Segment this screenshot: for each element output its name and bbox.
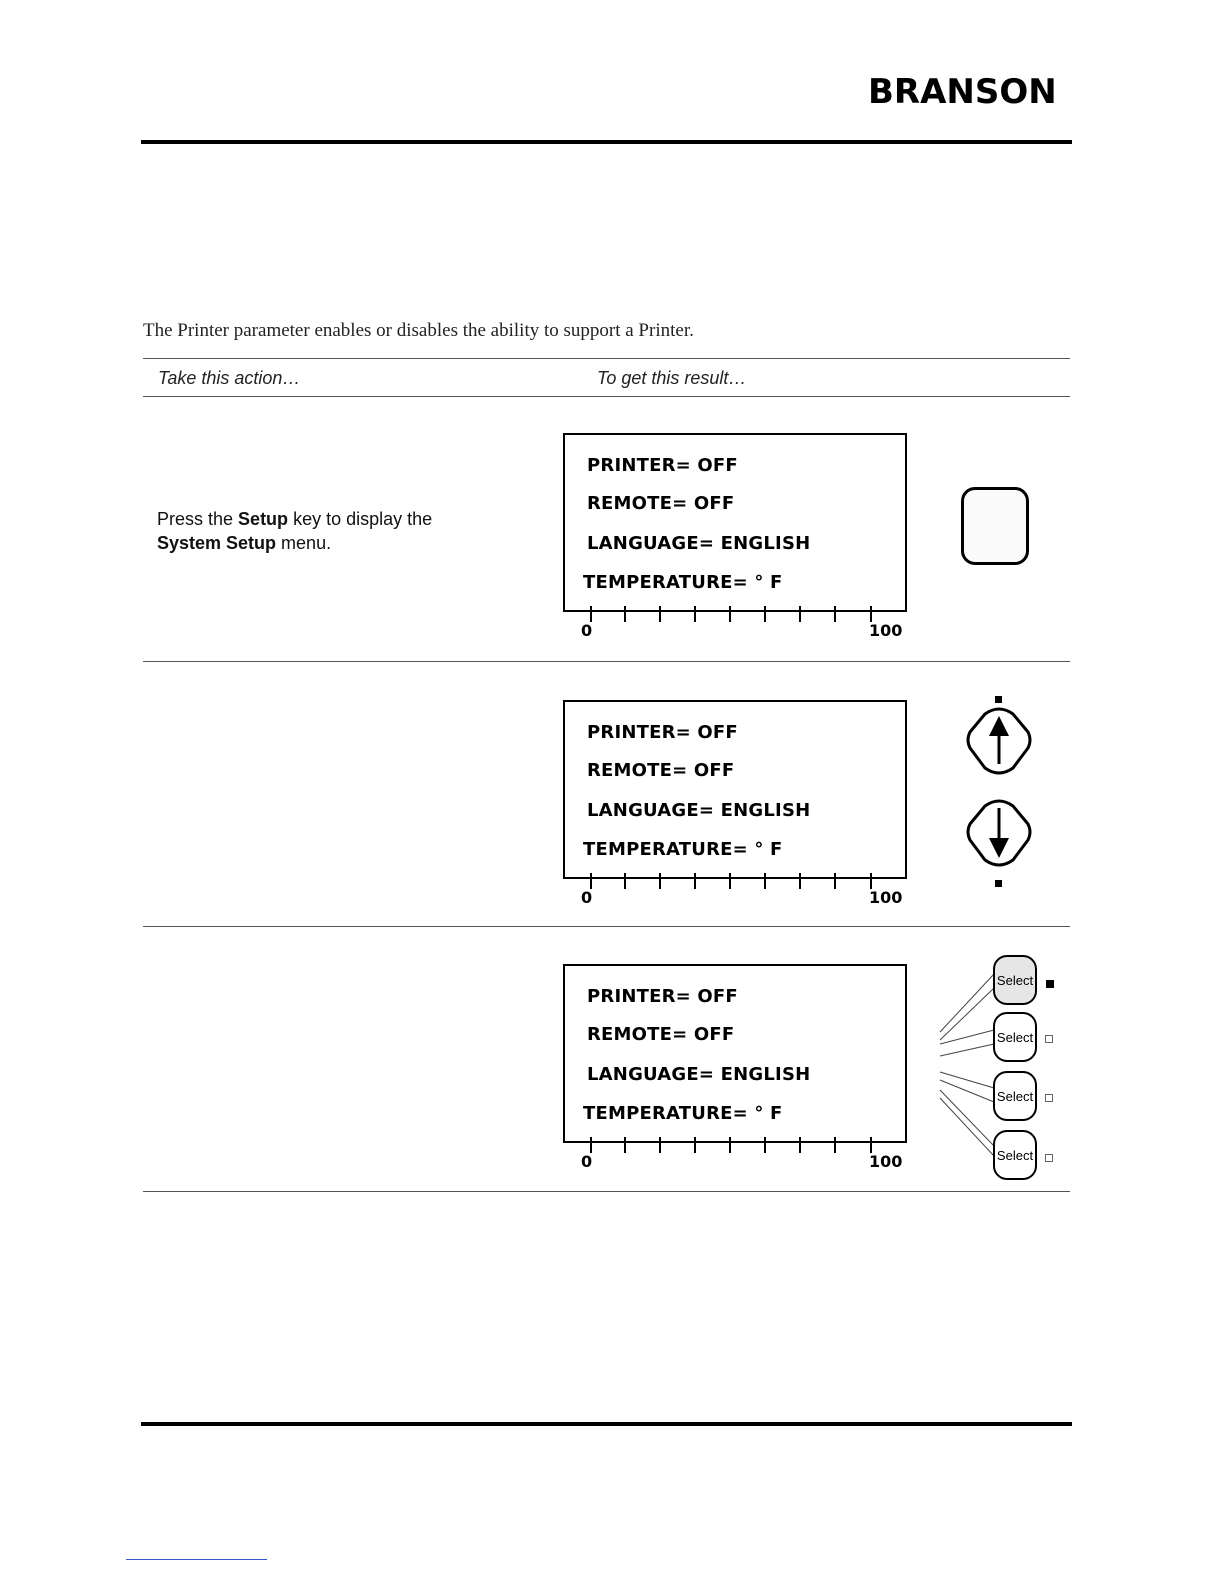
select-indicator-1: [1046, 980, 1054, 988]
arrow-keys: [960, 692, 1040, 892]
lcd-line-printer: PRINTER= OFF: [587, 986, 738, 1007]
scale-min-1: 0: [581, 621, 593, 640]
lcd-line-printer: PRINTER= OFF: [587, 722, 738, 743]
col-header-action: Take this action…: [158, 368, 301, 388]
header-rule: [141, 140, 1072, 144]
col-header-result: To get this result…: [597, 368, 747, 388]
select-indicator-3: [1045, 1094, 1053, 1102]
setup-key-label: Setup: [238, 509, 289, 529]
lcd-display-2: [563, 700, 907, 879]
scale-min-2: 0: [581, 888, 593, 907]
select-button-3[interactable]: Select: [993, 1071, 1037, 1121]
select-indicator-2: [1045, 1035, 1053, 1043]
scale-max-2: 100: [869, 888, 903, 907]
row2-rule: [143, 926, 1070, 927]
lcd-line-remote: REMOTE= OFF: [587, 1024, 735, 1045]
down-indicator: [995, 880, 1002, 887]
footer-link-underline[interactable]: [126, 1559, 267, 1560]
setup-key-icon[interactable]: [961, 487, 1029, 565]
select-indicator-4: [1045, 1154, 1053, 1162]
row3-rule: [143, 1191, 1070, 1192]
action-text-part: key to display the: [288, 509, 433, 529]
lcd-scale-2: [563, 871, 907, 911]
down-arrow-icon[interactable]: [968, 801, 1030, 865]
lcd-line-temperature: TEMPERATURE= ° F: [583, 839, 783, 860]
select-callout-lines: [938, 960, 998, 1160]
lcd-display-1: [563, 433, 907, 612]
lcd-line-language: LANGUAGE= ENGLISH: [587, 800, 811, 821]
action-text-part: Press the: [157, 509, 239, 529]
lcd-line-language: LANGUAGE= ENGLISH: [587, 533, 811, 554]
up-arrow-icon[interactable]: [968, 709, 1030, 773]
scale-min-3: 0: [581, 1152, 593, 1171]
lcd-line-printer: PRINTER= OFF: [587, 455, 738, 476]
select-button-1[interactable]: Select: [993, 955, 1037, 1005]
scale-max-3: 100: [869, 1152, 903, 1171]
lcd-line-remote: REMOTE= OFF: [587, 760, 735, 781]
row1-action-text: [157, 507, 432, 555]
table-top-rule: [143, 358, 1070, 359]
lcd-scale-1: [563, 604, 907, 644]
lcd-line-temperature: TEMPERATURE= ° F: [583, 1103, 783, 1124]
footer-rule: [141, 1422, 1072, 1426]
system-setup-label: System Setup: [157, 533, 277, 553]
intro-text: The Printer parameter enables or disables the ability to support a Printer.: [143, 320, 694, 341]
lcd-display-3: [563, 964, 907, 1143]
up-indicator: [995, 696, 1002, 703]
lcd-line-remote: REMOTE= OFF: [587, 493, 735, 514]
select-button-2[interactable]: Select: [993, 1012, 1037, 1062]
row1-rule: [143, 661, 1070, 662]
scale-max-1: 100: [869, 621, 903, 640]
lcd-line-temperature: TEMPERATURE= ° F: [583, 572, 783, 593]
action-text-part: menu.: [276, 533, 332, 553]
lcd-scale-3: [563, 1135, 907, 1175]
table-header-rule: [143, 396, 1070, 397]
lcd-line-language: LANGUAGE= ENGLISH: [587, 1064, 811, 1085]
branson-logo: BRANSON: [868, 72, 1057, 112]
select-button-4[interactable]: Select: [993, 1130, 1037, 1180]
